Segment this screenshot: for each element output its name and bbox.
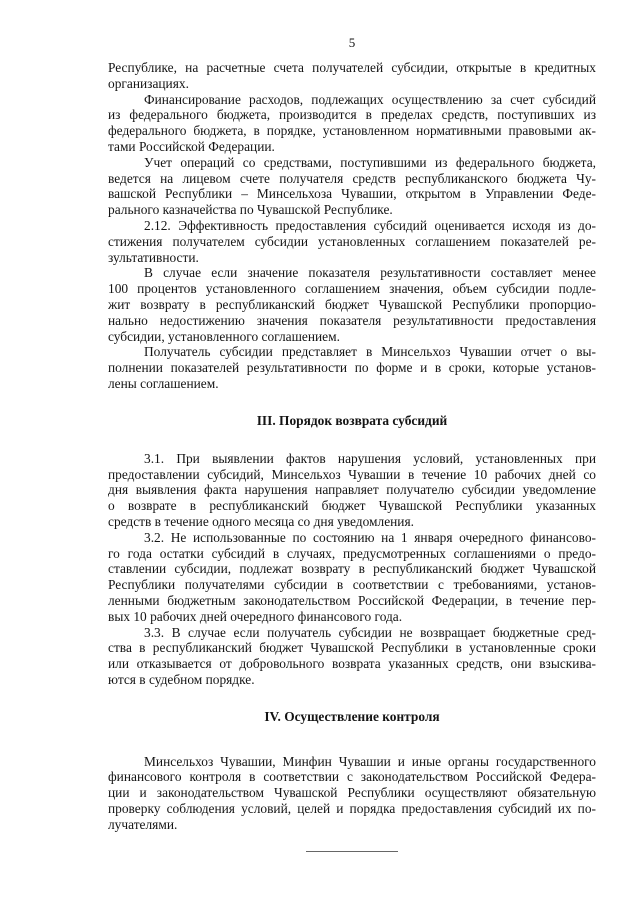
- spacer: [108, 725, 596, 754]
- paragraph: [108, 265, 596, 344]
- paragraph: [108, 155, 596, 218]
- paragraph: [108, 344, 596, 391]
- text-line: рального казначейства по Чувашской Республике.: [108, 202, 393, 218]
- paragraph: [108, 451, 596, 530]
- text-line: вых 10 рабочих дней очередного финансового года.: [108, 608, 403, 624]
- text-line: го года остатки субсидий в случаях, предусмотренных соглашениями о предо-: [108, 545, 596, 561]
- text-line: 3.3. В случае если получатель субсидии не возвращает бюджетные сред-: [144, 624, 596, 640]
- text-line: вашской Республики – Минсельхоза Чувашии, открытом в Управлении Феде-: [108, 186, 596, 202]
- text-line: 3.2. Не использованные по состоянию на 1 января очередного финансово-: [144, 529, 596, 545]
- spacer: [108, 429, 596, 451]
- text-line: лучателями.: [108, 816, 178, 832]
- text-line: организациях.: [108, 75, 189, 91]
- paragraph: [108, 218, 596, 265]
- text-line: проверку соблюдения условий, целей и порядка предоставления субсидий их по-: [108, 801, 596, 817]
- text-line: из федерального бюджета, производится в пределах средств, поступивших из: [108, 107, 596, 123]
- spacer: [108, 688, 596, 709]
- text-line: полнении показателей результативности по форме и в сроки, которые установ-: [108, 360, 596, 376]
- text-line: 3.1. При выявлении фактов нарушения условий, установленных при: [144, 450, 596, 466]
- end-separator-line: [306, 851, 398, 852]
- text-line: ведется на лицевом счете получателя средств республиканского бюджета Чу-: [108, 170, 596, 186]
- text-line: жит возврату в республиканский бюджет Чувашской Республики пропорцио-: [108, 296, 596, 312]
- paragraph: [108, 60, 596, 92]
- paragraph: [108, 754, 596, 833]
- page-number: 5: [348, 35, 356, 50]
- text-line: лены соглашением.: [108, 375, 219, 391]
- text-line: ются в судебном порядке.: [108, 671, 255, 687]
- text-line: Финансирование расходов, подлежащих осуществлению за счет субсидий: [144, 91, 596, 107]
- text-line: нально недостижению значения показателя результативности предоставления: [108, 312, 596, 328]
- text-line: субсидии, установленного соглашением.: [108, 328, 340, 344]
- paragraph: [108, 92, 596, 155]
- text-line: ставлении субсидии, подлежат возврату в республиканский бюджет Чувашской: [108, 561, 596, 577]
- paragraph: [108, 530, 596, 625]
- text-line: финансового контроля в соответствии с законодательством Российской Федера-: [108, 769, 596, 785]
- spacer: [108, 392, 596, 413]
- text-line: ства в республиканский бюджет Чувашской Республики в установленные сроки: [108, 640, 596, 656]
- section-heading: III. Порядок возврата субсидий: [256, 412, 448, 428]
- text-line: 2.12. Эффективность предоставления субсидий оценивается исходя из до-: [144, 217, 596, 233]
- text-line: Учет операций со средствами, поступившими из федерального бюджета,: [144, 154, 596, 170]
- text-line: дня выявления факта нарушения направляет получателю субсидии уведомление: [108, 482, 596, 498]
- document-page: [108, 34, 596, 852]
- text-line: Минсельхоз Чувашии, Минфин Чувашии и иные органы государственного: [144, 753, 596, 769]
- text-line: ции и законодательством Чувашской Республики осуществляют обязательную: [108, 785, 596, 801]
- text-line: стижения получателем субсидии установленных соглашением показателей ре-: [108, 233, 596, 249]
- text-line: ленными бюджетным законодательством Российской Федерации, в течение пер-: [108, 592, 596, 608]
- text-line: В случае если значение показателя результативности составляет менее: [144, 265, 596, 281]
- text-line: предоставлении субсидий, Минсельхоз Чувашии в течение 10 рабочих дней со: [108, 466, 596, 482]
- document-body: [108, 60, 596, 833]
- text-line: о возврате в республиканский бюджет Чувашской Республики указанных: [108, 498, 596, 514]
- text-line: средств в течение одного месяца со дня уведомления.: [108, 513, 414, 529]
- section-heading: IV. Осуществление контроля: [264, 708, 440, 724]
- paragraph: [108, 625, 596, 688]
- text-line: 100 процентов установленного соглашением значения, объем субсидии подле-: [108, 281, 596, 297]
- text-line: Республике, на расчетные счета получателей субсидии, открытые в кредитных: [108, 60, 596, 75]
- text-line: Республики получателями субсидии в соответствии с требованиями, установ-: [108, 577, 596, 593]
- text-line: федерального бюджета, в порядке, установленном нормативными правовыми ак-: [108, 123, 596, 139]
- text-line: Получатель субсидии представляет в Минсельхоз Чувашии отчет о вы-: [144, 344, 596, 360]
- text-line: или отказывается от добровольного возврата указанных средств, они взыскива-: [108, 656, 596, 672]
- text-line: тами Российской Федерации.: [108, 138, 275, 154]
- text-line: зультативности.: [108, 249, 199, 265]
